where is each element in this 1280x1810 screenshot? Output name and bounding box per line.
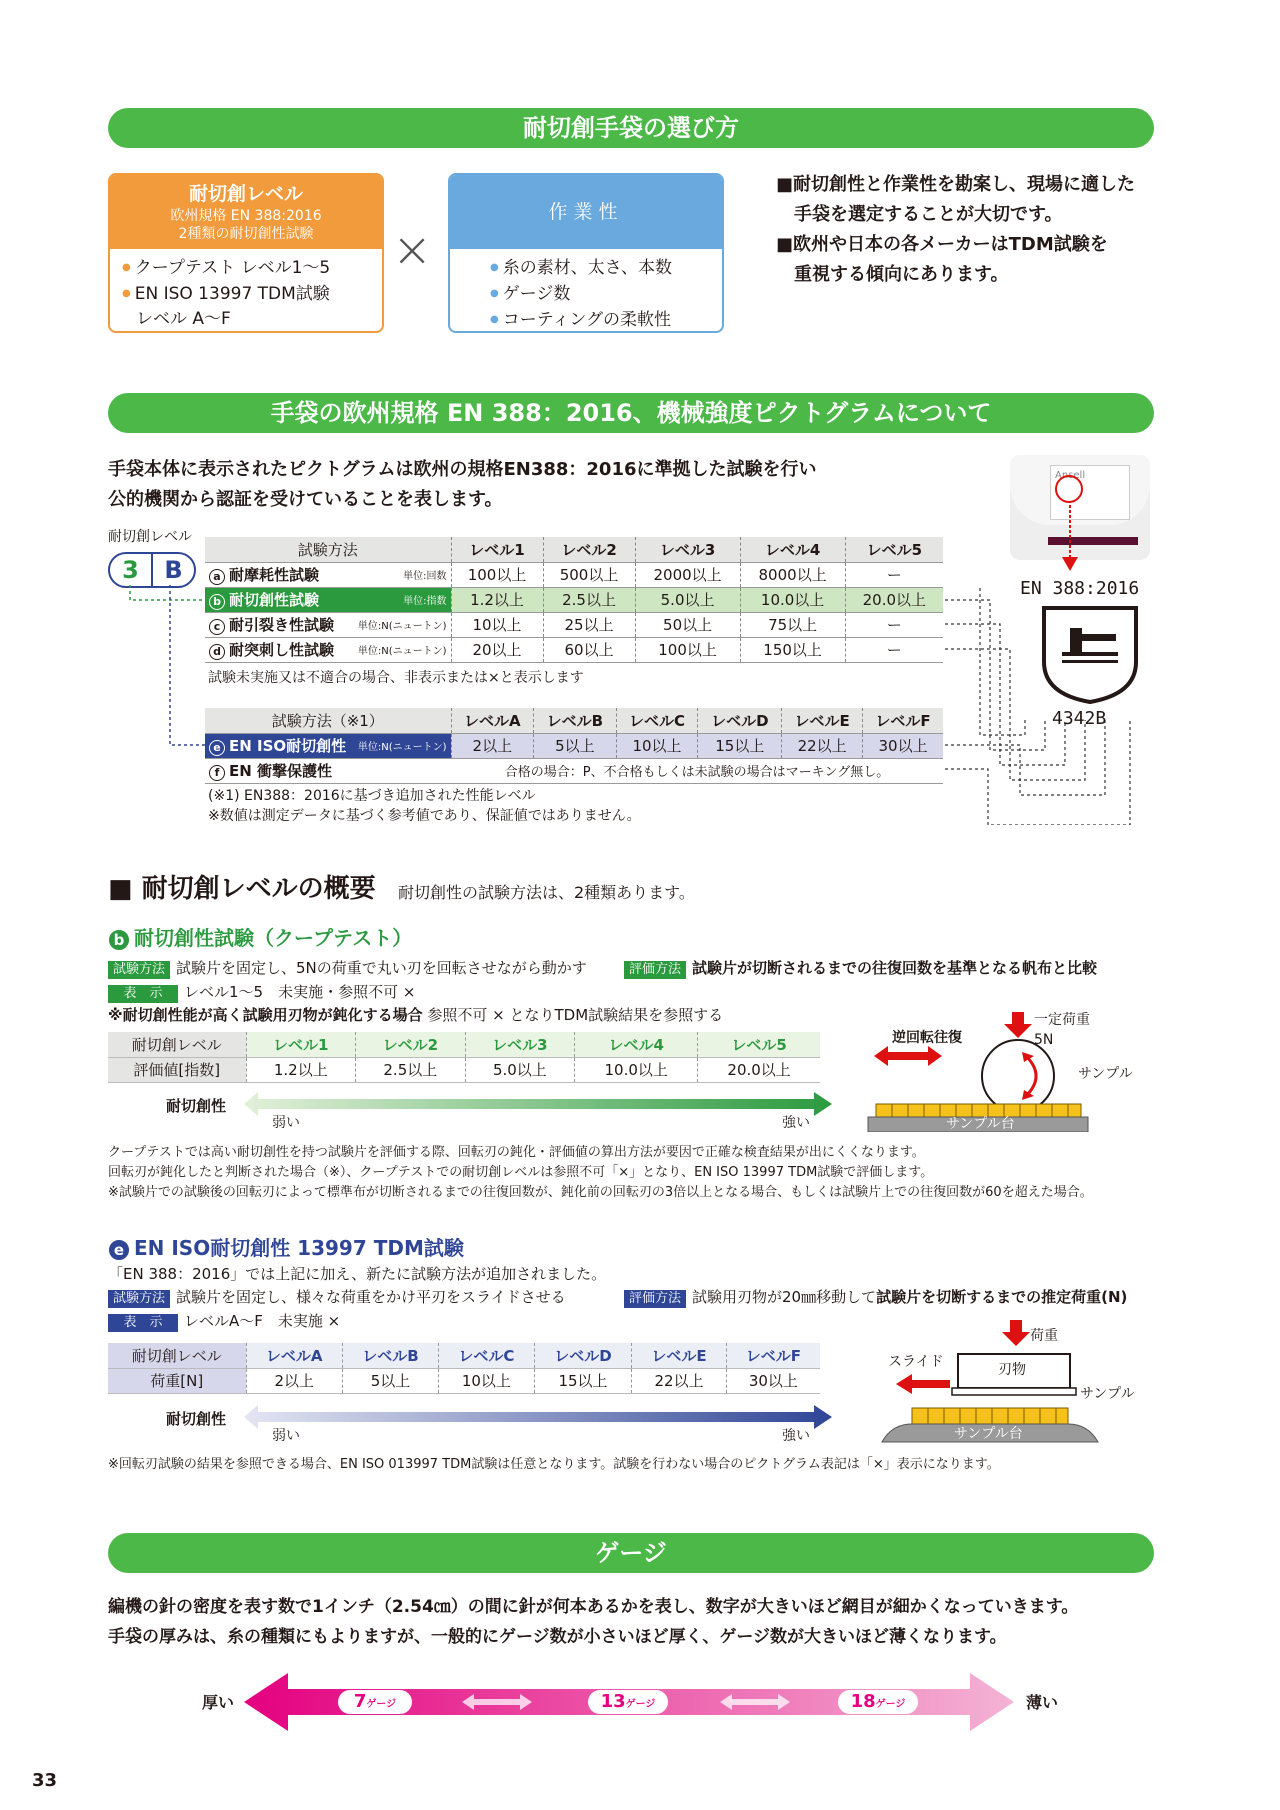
gauge-unit: ゲージ <box>366 1699 397 1710</box>
en388-table-2 <box>205 708 943 784</box>
cross-icon: × <box>392 222 433 278</box>
glove-photo <box>1010 455 1150 560</box>
thin-label: 薄い <box>1026 1693 1059 1712</box>
coup-display <box>108 981 415 1003</box>
intro-line: 手袋本体に表示されたピクトグラムは欧州の規格EN388：2016に準拠した試験を行い <box>108 459 817 480</box>
gauge-text-line: 編機の針の密度を表す数で1インチ（2.54㎝）の間に針が何本あるかを表し、数字が大きいほど網目が細かくなっていきます。 <box>108 1597 1079 1617</box>
table-cell: 22以上 <box>632 1368 726 1393</box>
table-row <box>205 587 943 612</box>
coup-method <box>108 957 587 979</box>
motion-label: 逆回転往復 <box>892 1030 962 1046</box>
eval-text: 試験用刃物が20㎜移動して <box>692 1288 877 1306</box>
table-cell: 75以上 <box>740 612 845 637</box>
table-cell: 10以上 <box>439 1368 535 1393</box>
workability-item: ● コーティングの柔軟性 <box>490 307 710 333</box>
table-header: レベルD <box>534 1343 632 1368</box>
row-unit: 単位:回数 <box>403 571 447 582</box>
badge-coup-level: 3 <box>110 554 153 586</box>
coup-level-table <box>108 1032 820 1083</box>
cut-level-item: ● EN ISO 13997 TDM試験 <box>122 281 370 307</box>
table-header: 耐切創レベル <box>108 1343 246 1368</box>
section-banner-gauge: ゲージ <box>108 1533 1154 1573</box>
glove-label: Ansell <box>1050 465 1130 520</box>
eval-tag: 評価方法 <box>624 961 686 979</box>
method-tag: 試験方法 <box>108 1290 170 1308</box>
gauge-badge-7 <box>338 1690 412 1714</box>
table-cell: 2以上 <box>451 733 534 758</box>
thick-label: 厚い <box>202 1693 235 1712</box>
eval-tag: 評価方法 <box>624 1290 686 1308</box>
table-header: 試験方法 <box>205 537 451 562</box>
coup-warning <box>108 1004 723 1026</box>
motion-label: スライド <box>888 1354 944 1370</box>
table-header: レベル5 <box>698 1032 820 1057</box>
note-line: ■欧州や日本の各メーカーはTDM試験を <box>776 234 1108 255</box>
table-header: レベルF <box>726 1343 820 1368</box>
row-mark: f <box>209 765 225 781</box>
note-line: 手袋を選定することが大切です。 <box>794 204 1063 225</box>
highlight-circle-icon <box>1055 475 1083 503</box>
table-cell: 30以上 <box>863 733 943 758</box>
table-header: レベルE <box>632 1343 726 1368</box>
table-header: レベルC <box>616 708 698 733</box>
gauge-number: 13 <box>600 1691 626 1712</box>
warning-bold: ※耐切創性能が高く試験用刃物が鈍化する場合 <box>108 1006 423 1024</box>
table2-notes <box>208 786 641 826</box>
tdm-eval <box>624 1286 1127 1308</box>
down-arrow-icon <box>1060 505 1080 575</box>
row-name: 耐摩耗性試験 <box>229 566 320 584</box>
row-mark: d <box>209 644 225 660</box>
method-tag: 試験方法 <box>108 961 170 979</box>
table-cell: 150以上 <box>740 637 845 662</box>
table-header: レベル3 <box>465 1032 575 1057</box>
row-unit: 単位:N(ニュートン) <box>357 621 447 632</box>
table-cell: 25以上 <box>543 612 635 637</box>
table-row <box>205 612 943 637</box>
hammer-shield-icon <box>1040 604 1140 704</box>
cut-level-overview-title: ■ 耐切創レベルの概要 <box>108 874 376 904</box>
workability-item: ● ゲージ数 <box>490 281 710 307</box>
gauge-badge-18 <box>838 1690 918 1714</box>
selection-notes <box>776 170 1135 290</box>
table-cell: 20.0以上 <box>845 587 943 612</box>
table-cell: 1.2以上 <box>246 1057 356 1082</box>
method-text: 試験片を固定し、5Nの荷重で丸い刃を回転させながら動かす <box>176 959 587 977</box>
display-text: レベルA～F 未実施 × <box>184 1312 341 1330</box>
table-cell: 20.0以上 <box>698 1057 820 1082</box>
cut-level-box-sub1: 欧州規格 EN 388:2016 <box>170 208 322 224</box>
gauge-badge-13 <box>588 1690 668 1714</box>
weak-label: 弱い <box>272 1115 300 1131</box>
note-line: ■耐切創性と作業性を勘案し、現場に適した <box>776 174 1136 195</box>
table-header: レベルE <box>782 708 863 733</box>
table1-note: 試験未実施又は不適合の場合、非表示または×と表示します <box>208 670 584 686</box>
table-cell: 5.0以上 <box>635 587 740 612</box>
pictogram-title: EN 388:2016 <box>1020 578 1140 599</box>
table-cell: 5以上 <box>342 1368 438 1393</box>
blade-label: 刃物 <box>998 1362 1026 1378</box>
weak-label: 弱い <box>272 1428 300 1444</box>
load-label: 一定荷重5N <box>1034 1012 1090 1048</box>
eval-text: 試験片が切断されるまでの往復回数を基準となる帆布と比較 <box>692 959 1098 977</box>
table-cell: 100以上 <box>635 637 740 662</box>
tdm-note: ※回転刃試験の結果を参照できる場合、EN ISO 013997 TDM試験は任意となります。試験を行わない場合のピクトグラム表記は「×」表示になります。 <box>108 1457 1000 1472</box>
table-row <box>205 637 943 662</box>
coup-heading-text: 耐切創性試験（クープテスト） <box>134 926 413 950</box>
table-cell: ー <box>845 612 943 637</box>
table-cell: 22以上 <box>782 733 863 758</box>
table-header: レベル2 <box>543 537 635 562</box>
strong-label: 強い <box>782 1115 810 1131</box>
table-cell: 10以上 <box>616 733 698 758</box>
table-row <box>205 733 943 758</box>
sample-label: サンプル <box>1080 1386 1135 1402</box>
load-label: 荷重 <box>1030 1328 1058 1344</box>
note-line: 重視する傾向にあります。 <box>794 264 1009 285</box>
tdm-mark: e <box>108 1239 130 1261</box>
table-header: レベルD <box>698 708 782 733</box>
tdm-method <box>108 1286 566 1308</box>
display-text: レベル1～5 未実施・参照不可 × <box>184 983 416 1001</box>
row-unit: 単位:N(ニュートン) <box>357 742 447 753</box>
pictogram-code: 4342B <box>1052 708 1107 729</box>
workability-item: ● 糸の素材、太さ、本数 <box>490 255 710 281</box>
gauge-number: 18 <box>850 1691 876 1712</box>
table-row <box>205 562 943 587</box>
row-name: EN ISO耐切創性 <box>229 737 347 755</box>
table-cell: ー <box>845 562 943 587</box>
note-line: クープテストでは高い耐切創性を持つ試験片を評価する際、回転刃の鈍化・評価値の算出方法が要因で正確な検査結果が出にくくなります。 <box>108 1145 925 1160</box>
eval-text-bold: 試験片を切断するまでの推定荷重(N) <box>876 1288 1128 1306</box>
table-cell: 10.0以上 <box>575 1057 698 1082</box>
en388-intro <box>108 455 817 515</box>
note-line: ※試験片での試験後の回転刃によって標準布が切断されるまでの往復回数が、鈍化前の回転刃の3倍以上となる場合、もしくは試験片上での往復回数が60を超えた場合。 <box>108 1185 1093 1200</box>
gauge-unit: ゲージ <box>625 1699 656 1710</box>
row-name: 耐突刺し性試験 <box>229 641 335 659</box>
table-header: 荷重[N] <box>108 1368 246 1393</box>
tdm-test-figure <box>872 1320 1135 1445</box>
table-cell: 10以上 <box>451 612 543 637</box>
coup-eval <box>624 957 1097 979</box>
coup-mark: b <box>108 929 130 951</box>
table-cell: 8000以上 <box>740 562 845 587</box>
tdm-intro: 「EN 388：2016」では上記に加え、新たに試験方法が追加されました。 <box>108 1265 607 1283</box>
table-header: レベル4 <box>740 537 845 562</box>
table-header: 耐切創レベル <box>108 1032 246 1057</box>
row-mark: e <box>209 740 225 756</box>
section-banner-selection: 耐切創手袋の選び方 <box>108 108 1154 148</box>
level-badge <box>108 552 196 588</box>
cut-level-box <box>108 173 384 333</box>
table-cell: 2000以上 <box>635 562 740 587</box>
table-header: 評価値[指数] <box>108 1057 246 1082</box>
tdm-display <box>108 1310 340 1332</box>
table-cell: ー <box>845 637 943 662</box>
table-cell: 60以上 <box>543 637 635 662</box>
row-mark: a <box>209 569 225 585</box>
gauge-unit: ゲージ <box>875 1699 906 1710</box>
table-row <box>205 758 943 783</box>
table-cell: 50以上 <box>635 612 740 637</box>
table-cell: 15以上 <box>698 733 782 758</box>
cut-level-item: レベル A～F <box>136 309 231 329</box>
table-header: レベルB <box>534 708 616 733</box>
table-cell: 2.5以上 <box>356 1057 466 1082</box>
table-cell: 20以上 <box>451 637 543 662</box>
section-banner-en388: 手袋の欧州規格 EN 388：2016、機械強度ピクトグラムについて <box>108 393 1154 433</box>
cut-level-box-title: 耐切創レベル <box>188 183 303 205</box>
strong-label: 強い <box>782 1428 810 1444</box>
table-header: レベルB <box>342 1343 438 1368</box>
display-tag: 表 示 <box>108 985 178 1003</box>
row-unit: 単位:N(ニュートン) <box>357 646 447 657</box>
gauge-text <box>108 1592 1078 1652</box>
tdm-level-table <box>108 1343 820 1394</box>
coup-test-figure <box>864 1012 1133 1132</box>
table-cell: 15以上 <box>534 1368 632 1393</box>
table-cell: 10.0以上 <box>740 587 845 612</box>
row-mark: c <box>209 619 225 635</box>
note-line: 回転刃が鈍化したと判断された場合（※）、クープテストでの耐切創レベルは参照不可「×」となり、EN ISO 13997 TDM試験で評価します。 <box>108 1165 934 1180</box>
intro-line: 公的機関から認証を受けていることを表します。 <box>108 489 503 510</box>
base-label: サンプル台 <box>954 1426 1023 1442</box>
en388-table-1 <box>205 537 943 663</box>
table-header: レベルC <box>439 1343 535 1368</box>
gauge-number: 7 <box>353 1691 367 1712</box>
row-name: 耐切創性試験 <box>229 591 320 609</box>
table-header: 試験方法（※1） <box>205 708 451 733</box>
row-name: EN 衝撃保護性 <box>229 762 333 780</box>
table-cell: 2.5以上 <box>543 587 635 612</box>
table-header: レベル2 <box>356 1032 466 1057</box>
note-line: (※1) EN388：2016に基づき追加された性能レベル <box>208 788 536 804</box>
coup-arrow-label: 耐切創性 <box>166 1097 227 1115</box>
table-header: レベルA <box>451 708 534 733</box>
tdm-heading-text: EN ISO耐切創性 13997 TDM試験 <box>134 1236 464 1260</box>
level-caption: 耐切創レベル <box>108 529 192 545</box>
page-number: 33 <box>32 1770 58 1791</box>
table-header: レベル1 <box>451 537 543 562</box>
workability-box <box>448 173 724 333</box>
table-header: レベルA <box>246 1343 342 1368</box>
row-name: 耐引裂き性試験 <box>229 616 335 634</box>
coup-notes <box>108 1143 1093 1203</box>
tdm-heading <box>108 1232 464 1261</box>
table-cell: 合格の場合：P、不合格もしくは未試験の場合はマーキング無し。 <box>451 758 943 783</box>
method-text: 試験片を固定し、様々な荷重をかけ平刃をスライドさせる <box>176 1288 566 1306</box>
badge-tdm-level: B <box>164 556 183 584</box>
table-header: レベル4 <box>575 1032 698 1057</box>
row-unit: 単位:指数 <box>403 596 447 607</box>
table-cell: 1.2以上 <box>451 587 543 612</box>
cut-level-box-sub2: 2種類の耐切創性試験 <box>178 226 314 242</box>
cut-level-overview-subtitle: 耐切創性の試験方法は、2種類あります。 <box>398 883 695 902</box>
table-header: レベルF <box>863 708 943 733</box>
warning-text: 参照不可 × となりTDM試験結果を参照する <box>427 1006 724 1024</box>
table-cell: 2以上 <box>246 1368 342 1393</box>
table-cell: 5以上 <box>534 733 616 758</box>
table-cell: 5.0以上 <box>465 1057 575 1082</box>
table-cell: 100以上 <box>451 562 543 587</box>
coup-heading <box>108 922 412 951</box>
table-header: レベル5 <box>845 537 943 562</box>
table-header: レベル3 <box>635 537 740 562</box>
tdm-arrow-label: 耐切創性 <box>166 1410 227 1428</box>
display-tag: 表 示 <box>108 1314 178 1332</box>
table-cell: 500以上 <box>543 562 635 587</box>
row-mark: b <box>209 594 225 610</box>
workability-box-title: 作業性 <box>450 175 722 249</box>
note-line: ※数値は測定データに基づく参考値であり、保証値ではありません。 <box>208 808 641 824</box>
sample-label: サンプル <box>1078 1066 1133 1082</box>
table-cell: 30以上 <box>726 1368 820 1393</box>
coup-strength-arrow-icon <box>244 1090 834 1118</box>
cut-level-item: ● クープテスト レベル1～5 <box>122 255 370 281</box>
tdm-strength-arrow-icon <box>244 1403 834 1431</box>
base-label: サンプル台 <box>946 1116 1015 1132</box>
gauge-text-line: 手袋の厚みは、糸の種類にもよりますが、一般的にゲージ数が小さいほど厚く、ゲージ数が大きいほど薄くなります。 <box>108 1627 1007 1647</box>
table-header: レベル1 <box>246 1032 356 1057</box>
